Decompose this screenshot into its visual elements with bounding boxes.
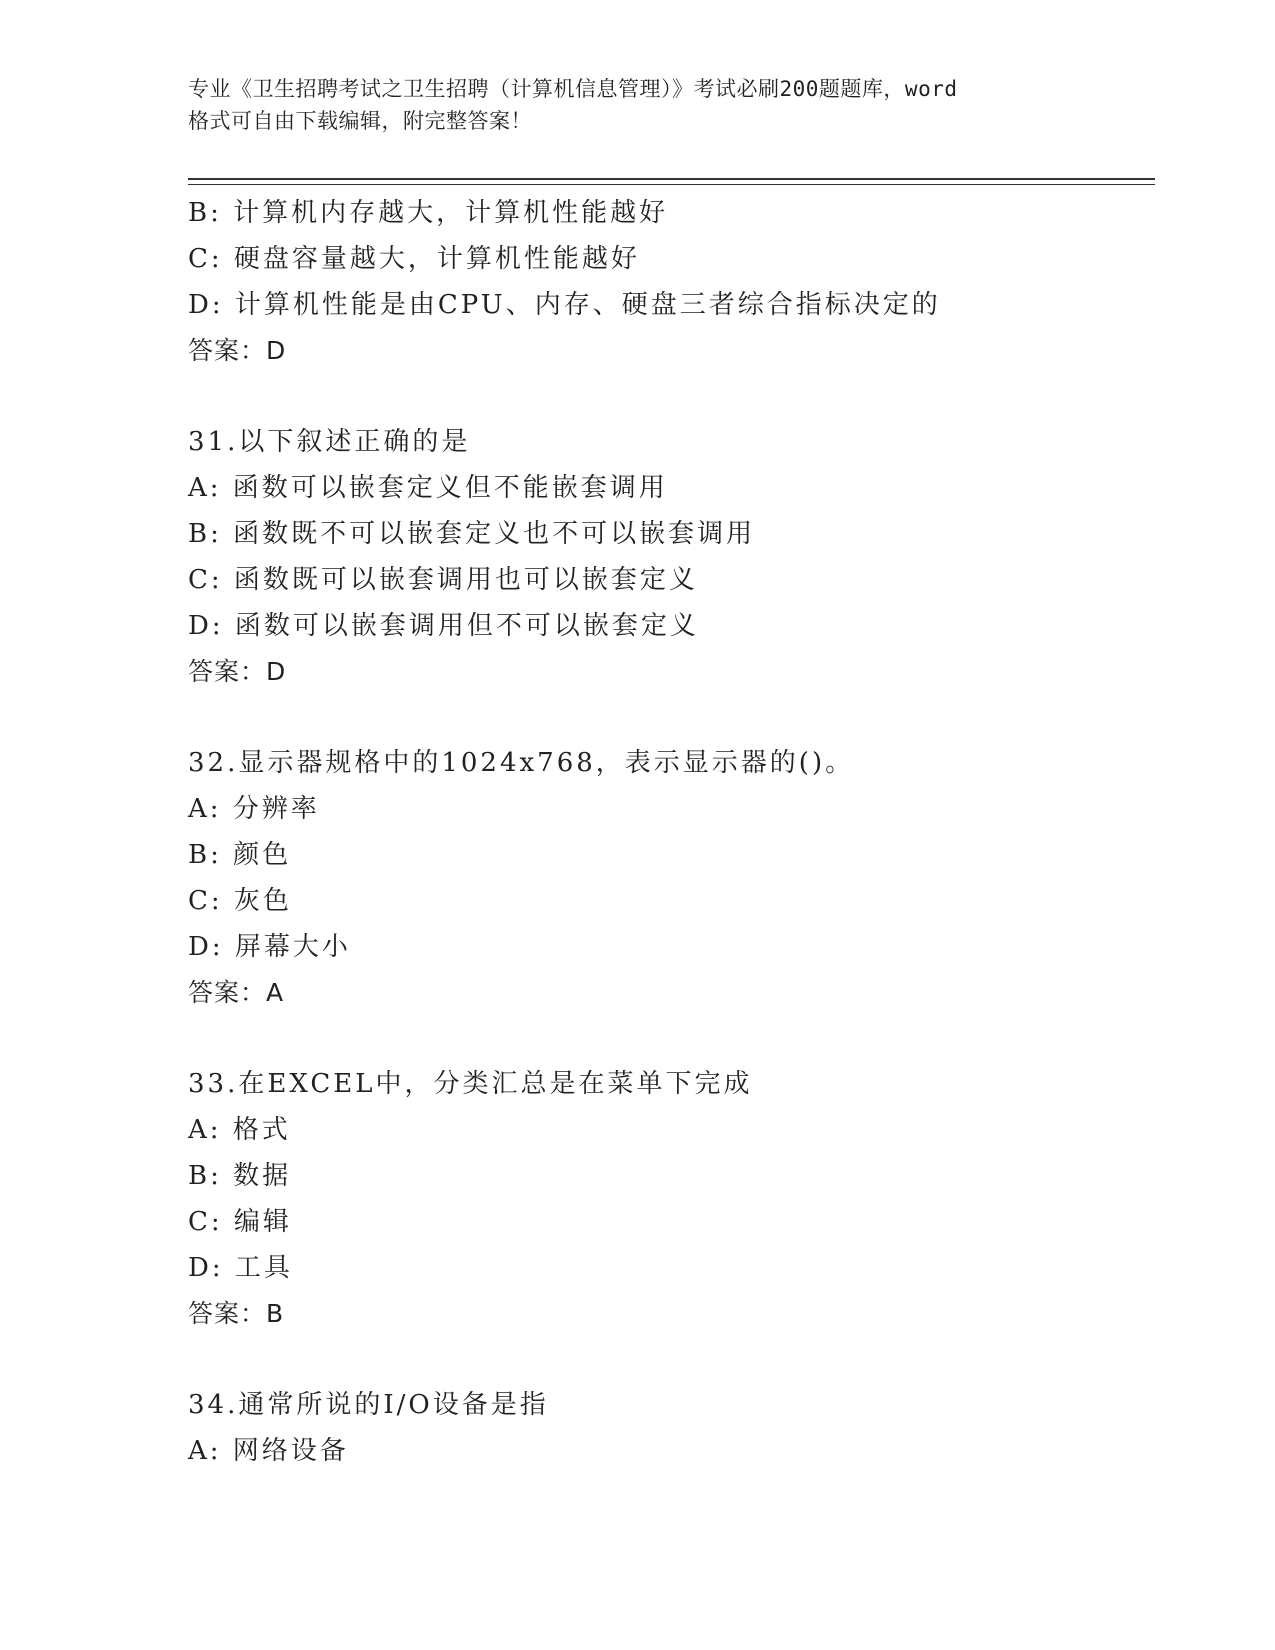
option-d: D: 计算机性能是由CPU、内存、硬盘三者综合指标决定的 — [188, 290, 941, 320]
option-c: C: 函数既可以嵌套调用也可以嵌套定义 — [188, 565, 698, 595]
option-d: D: 函数可以嵌套调用但不可以嵌套定义 — [188, 611, 699, 641]
option-d: D: 屏幕大小 — [188, 932, 351, 962]
question-stem: 32.显示器规格中的1024x768，表示显示器的()。 — [188, 748, 855, 778]
option-c: C: 硬盘容量越大，计算机性能越好 — [188, 244, 640, 274]
option-a: A: 分辨率 — [188, 794, 320, 824]
header-divider-thin — [188, 184, 1155, 185]
document-header — [188, 73, 1088, 137]
question-stem: 33.在EXCEL中，分类汇总是在菜单下完成 — [188, 1069, 753, 1099]
answer-line: 答案：B — [188, 1299, 285, 1328]
header-title-line-1: 专业《卫生招聘考试之卫生招聘（计算机信息管理）》考试必刷200题题库，word — [188, 77, 958, 101]
answer-line: 答案：D — [188, 336, 287, 365]
question-stem: 34.通常所说的I/O设备是指 — [188, 1390, 549, 1420]
option-d: D: 工具 — [188, 1253, 293, 1283]
question-block-31 — [188, 419, 1168, 695]
option-c: C: 灰色 — [188, 886, 292, 916]
question-block-partial — [188, 190, 1168, 374]
question-block-34 — [188, 1382, 1168, 1474]
header-divider-thick — [188, 178, 1155, 180]
question-list — [188, 190, 1168, 1474]
header-title-line-2: 格式可自由下载编辑，附完整答案！ — [188, 109, 532, 133]
option-b: B: 颜色 — [188, 840, 292, 870]
option-a: A: 函数可以嵌套定义但不能嵌套调用 — [188, 473, 668, 503]
question-block-32 — [188, 740, 1168, 1016]
option-b: B: 计算机内存越大，计算机性能越好 — [188, 198, 669, 228]
question-stem: 31.以下叙述正确的是 — [188, 427, 471, 457]
option-c: C: 编辑 — [188, 1207, 292, 1237]
option-b: B: 数据 — [188, 1161, 292, 1191]
answer-line: 答案：D — [188, 657, 287, 686]
question-block-33 — [188, 1061, 1168, 1337]
answer-line: 答案：A — [188, 978, 285, 1007]
option-a: A: 格式 — [188, 1115, 291, 1145]
option-a: A: 网络设备 — [188, 1436, 349, 1466]
option-b: B: 函数既不可以嵌套定义也不可以嵌套调用 — [188, 519, 756, 549]
